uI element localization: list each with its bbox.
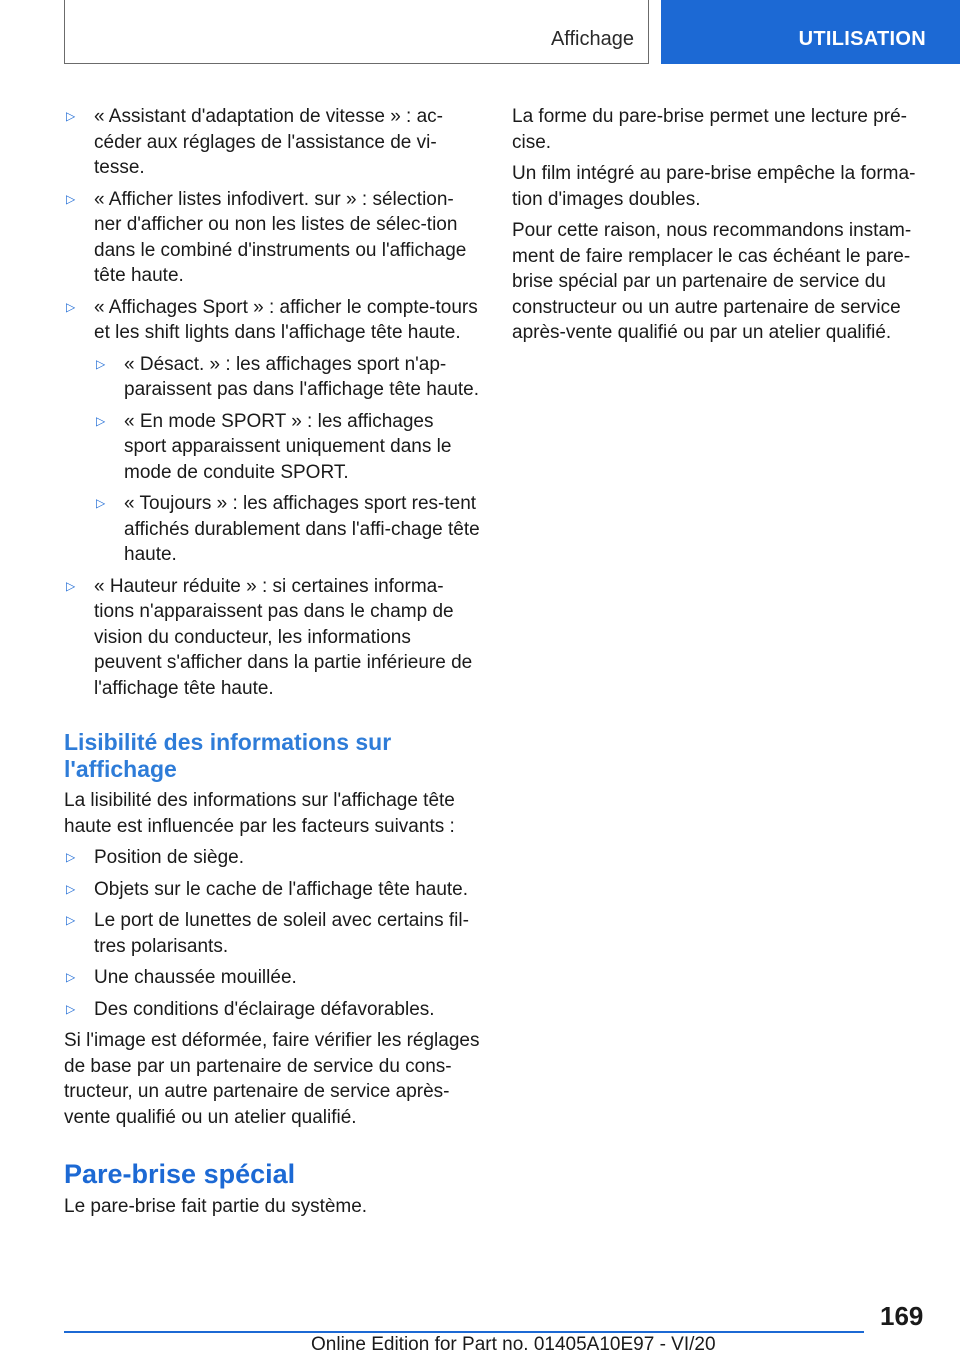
section-heading-windshield: Pare-brise spécial — [64, 1159, 296, 1189]
triangle-bullet-icon: ▷ — [66, 109, 76, 123]
paragraph: Un film intégré au pare-brise empêche la forma-tion d'images doubles. — [512, 163, 916, 210]
legibility-intro: La lisibilité des informations sur l'affichage tête haute est influencée par les facteurs suivants : — [64, 790, 455, 837]
chapter-tab — [661, 0, 960, 64]
paragraph: La forme du pare-brise permet une lecture pré-cise. — [512, 106, 907, 153]
triangle-bullet-icon: ▷ — [66, 913, 76, 927]
header-section-box — [64, 0, 649, 64]
section-heading-legibility: Lisibilité des informations sur l'affichage — [64, 729, 392, 782]
sub-list-item: ▷ « Désact. » : les affichages sport n'ap-paraissent pas dans l'affichage tête haute. — [96, 353, 480, 400]
triangle-bullet-icon: ▷ — [66, 1001, 76, 1016]
triangle-bullet-icon: ▷ — [96, 413, 106, 428]
windshield-intro: Le pare-brise fait partie du système. — [64, 1196, 368, 1217]
sub-list-item: ▷ « En mode SPORT » : les affichages sport apparaissent uniquement dans le mode de conduite SPORT. — [96, 410, 452, 483]
triangle-bullet-icon: ▷ — [66, 970, 76, 984]
triangle-bullet-icon: ▷ — [66, 881, 76, 896]
settings-list — [64, 104, 480, 701]
triangle-bullet-icon: ▷ — [66, 299, 76, 314]
factors-list — [64, 845, 480, 1022]
triangle-bullet-icon: ▷ — [66, 850, 76, 864]
list-item: ▷ « Affichages Sport » : afficher le compte-tours et les shift lights dans l'affichage tête haute. — [66, 296, 478, 343]
list-item: ▷ « Afficher listes infodivert. sur » : sélection-ner d'afficher ou non les listes de sélec-tion dans le combiné d'instruments ou l'affichage tête haute. — [66, 188, 467, 286]
list-item: ▷ « Assistant d'adaptation de vitesse » : ac-céder aux réglages de l'assistance de vi-tesse. — [66, 106, 444, 178]
edition-note: Online Edition for Part no. 01405A10E97 - VI/20 — [311, 1334, 716, 1355]
footer-divider — [64, 1331, 864, 1333]
triangle-bullet-icon: ▷ — [66, 578, 76, 593]
right-column — [512, 104, 922, 352]
triangle-bullet-icon: ▷ — [96, 496, 106, 510]
paragraph: Pour cette raison, nous recommandons instam-ment de faire remplacer le cas échéant le pare-brise spécial par un partenaire de service du constructeur ou un autre partenaire de service après-vente qualifié ou par un atelier qualifié. — [512, 220, 912, 343]
sub-list-item: ▷ « Toujours » : les affichages sport res-tent affichés durablement dans l'affi-chage tête haute. — [96, 493, 480, 565]
list-item: ▷ « Hauteur réduite » : si certaines informa-tions n'apparaissent pas dans le champ de vision du conducteur, les informations peuvent s'afficher dans la partie inférieure de l'affichage tête haute. — [66, 575, 473, 699]
list-item: ▷ Le port de lunettes de soleil avec certains fil-tres polarisants. — [66, 910, 469, 957]
left-column — [64, 104, 480, 1226]
list-item: ▷ Une chaussée mouillée. — [64, 965, 480, 991]
chapter-title: UTILISATION — [798, 28, 926, 50]
distortion-paragraph: Si l'image est déformée, faire vérifier les réglages de base par un partenaire de service du cons-tructeur, un autre partenaire de service après-vente qualifié ou un atelier qualifié. — [64, 1030, 480, 1128]
page-number: 169 — [880, 1301, 924, 1331]
section-title: Affichage — [550, 28, 634, 50]
list-item: ▷ Position de siège. — [64, 845, 480, 871]
list-item: ▷ Objets sur le cache de l'affichage tête haute. — [64, 877, 480, 903]
triangle-bullet-icon: ▷ — [96, 356, 106, 371]
list-item: ▷ Des conditions d'éclairage défavorables. — [64, 997, 480, 1023]
triangle-bullet-icon: ▷ — [66, 191, 76, 206]
